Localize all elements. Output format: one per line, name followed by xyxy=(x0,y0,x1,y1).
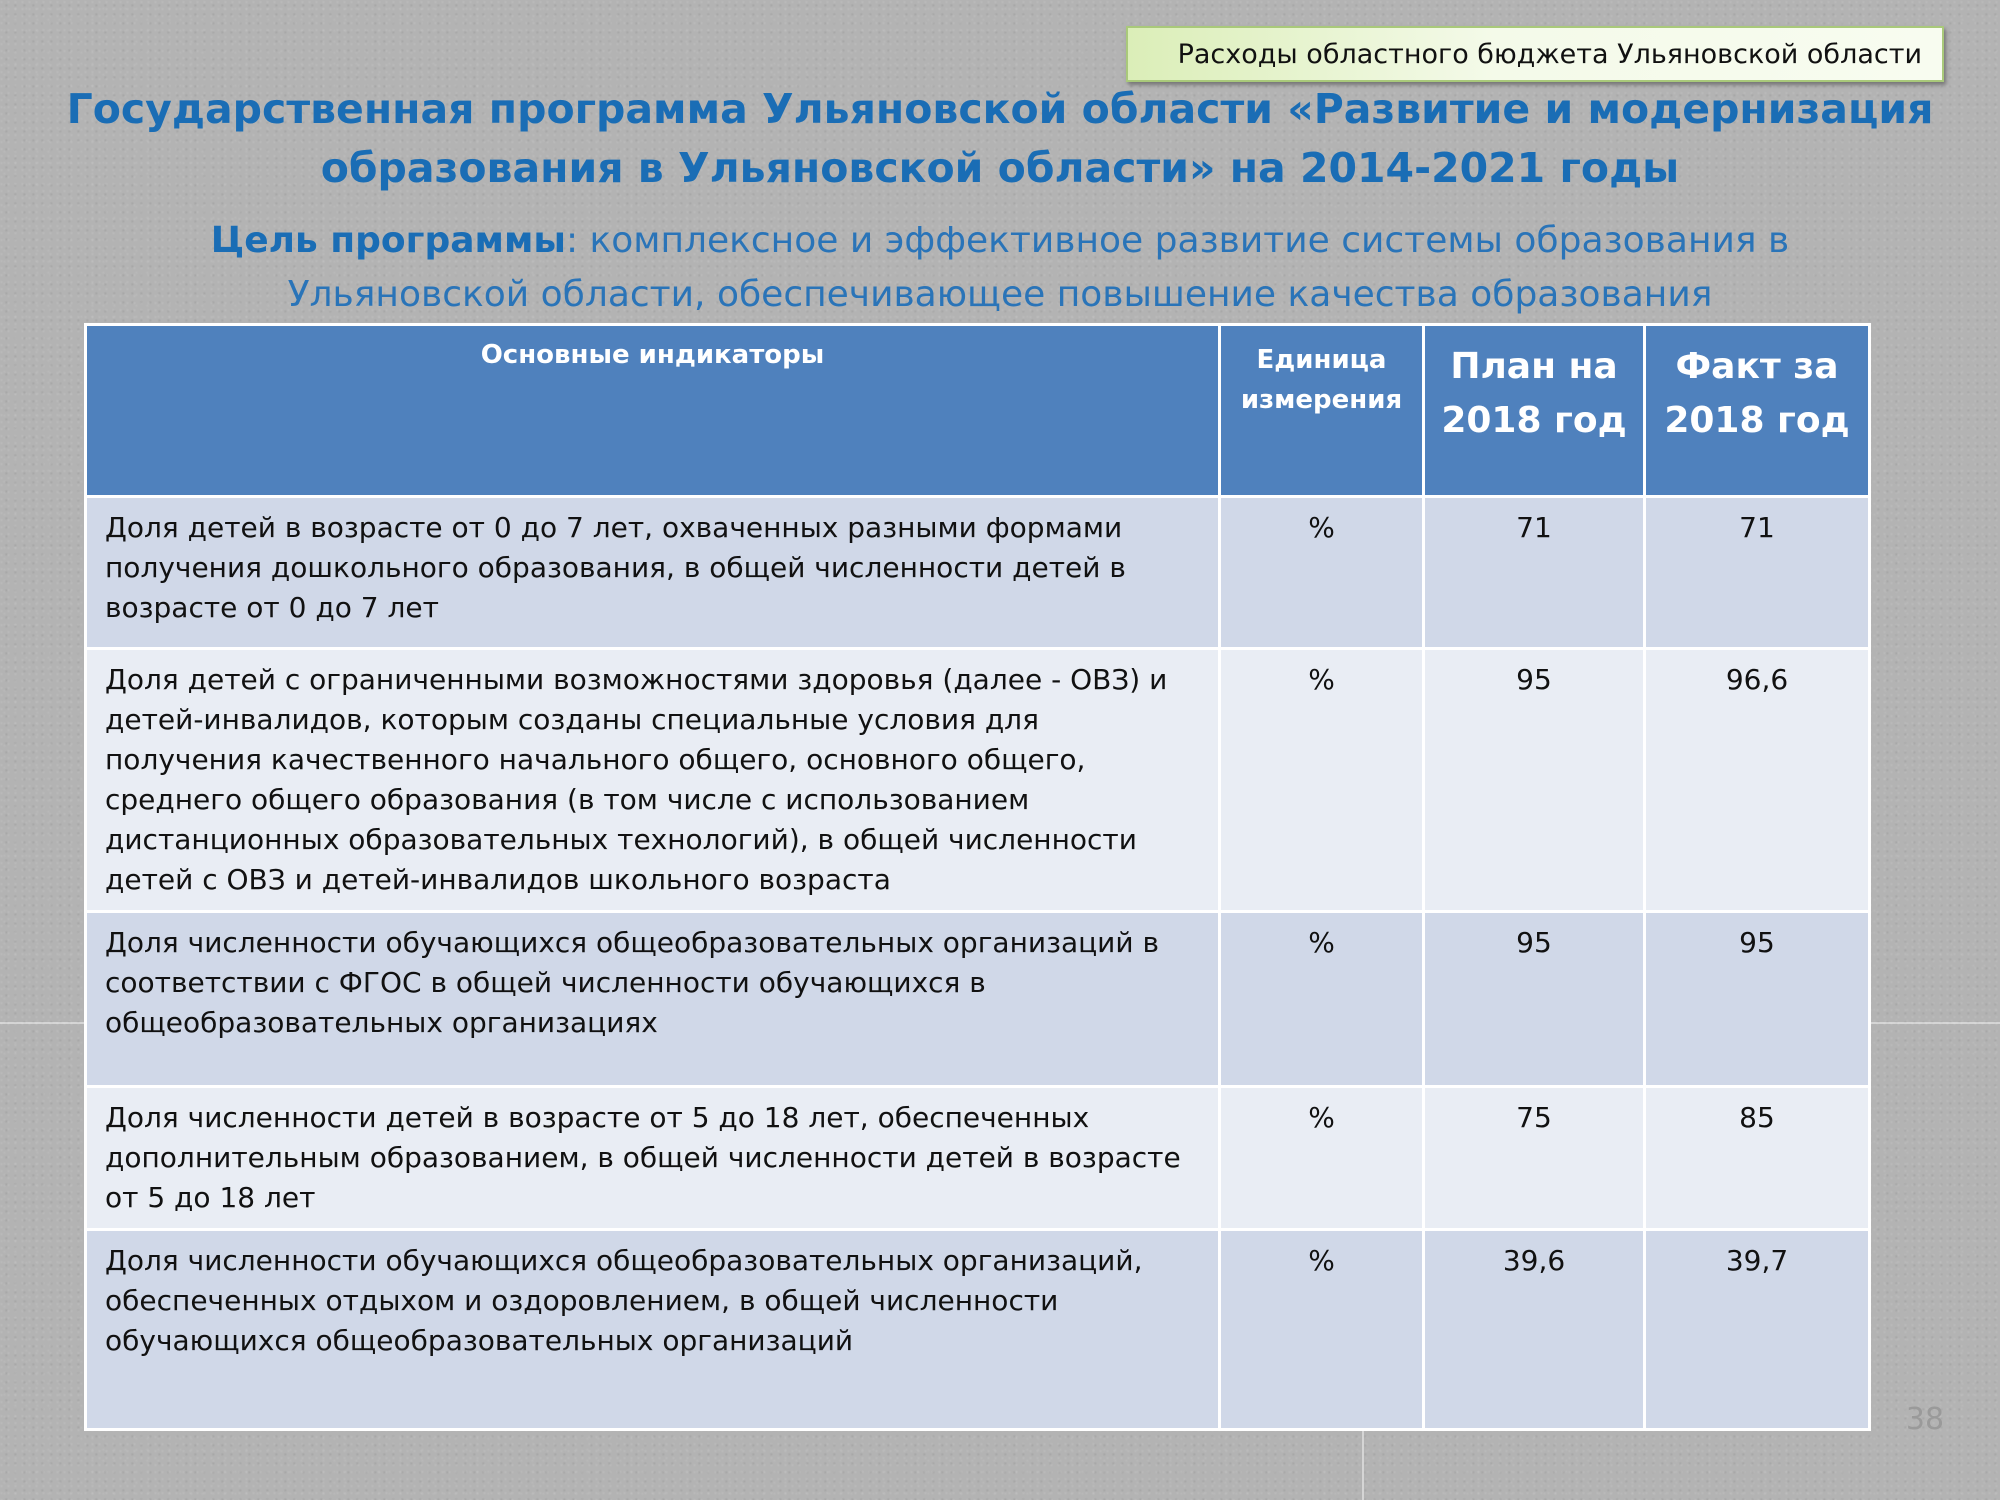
header-plan xyxy=(1424,325,1645,497)
header-fact xyxy=(1645,325,1870,497)
indicators-table xyxy=(84,323,1871,1431)
program-goal-line-1 xyxy=(60,214,1940,268)
header-unit xyxy=(1220,325,1424,497)
budget-badge-label: Расходы областного бюджета Ульяновской области xyxy=(1177,38,1922,70)
goal-label: Цель программы xyxy=(210,220,566,261)
table-row xyxy=(86,1230,1870,1430)
header-fact-line-1: Факт за xyxy=(1675,346,1839,387)
table-row xyxy=(86,1087,1870,1230)
fact-cell: 39,7 xyxy=(1645,1230,1870,1430)
page-title-line-2: образования в Ульяновской области» на 2014-2021 годы xyxy=(320,144,1680,192)
indicator-cell: Доля численности обучающихся общеобразовательных организаций в соответствии с ФГОС в общей численности обучающихся в общеобразовательных организациях xyxy=(86,912,1220,1087)
indicator-cell: Доля детей с ограниченными возможностями здоровья (далее - ОВЗ) и детей-инвалидов, которым созданы специальные условия для получения качественного начального общего, основного общего, среднего общего образования (в том числе с использованием дистанционных образовательных технологий), в общей численности детей с ОВЗ и детей-инвалидов школьного возраста xyxy=(86,649,1220,912)
fact-cell: 95 xyxy=(1645,912,1870,1087)
fact-cell: 71 xyxy=(1645,497,1870,649)
header-indicator: Основные индикаторы xyxy=(86,325,1220,497)
table-header-row xyxy=(86,325,1870,497)
indicator-cell: Доля численности детей в возрасте от 5 до 18 лет, обеспеченных дополнительным образованием, в общей численности детей в возрасте от 5 до 18 лет xyxy=(86,1087,1220,1230)
indicator-cell: Доля численности обучающихся общеобразовательных организаций, обеспеченных отдыхом и оздоровлением, в общей численности обучающихся общеобразовательных организаций xyxy=(86,1230,1220,1430)
program-goal-line-2: Ульяновской области, обеспечивающее повышение качества образования xyxy=(287,274,1713,315)
unit-cell: % xyxy=(1220,649,1424,912)
unit-cell: % xyxy=(1220,497,1424,649)
table-row xyxy=(86,497,1870,649)
table-row xyxy=(86,912,1870,1087)
header-unit-line-2: измерения xyxy=(1240,385,1403,415)
indicator-cell: Доля детей в возрасте от 0 до 7 лет, охваченных разными формами получения дошкольного образования, в общей численности детей в возрасте от 0 до 7 лет xyxy=(86,497,1220,649)
unit-cell: % xyxy=(1220,1230,1424,1430)
goal-text: : комплексное и эффективное развитие системы образования в xyxy=(565,220,1790,261)
header-fact-line-2: 2018 год xyxy=(1664,400,1850,441)
unit-cell: % xyxy=(1220,1087,1424,1230)
table-row xyxy=(86,649,1870,912)
budget-badge xyxy=(1126,26,1944,82)
header-unit-line-1: Единица xyxy=(1256,345,1387,375)
plan-cell: 75 xyxy=(1424,1087,1645,1230)
unit-cell: % xyxy=(1220,912,1424,1087)
fact-cell: 85 xyxy=(1645,1087,1870,1230)
page-title-line-1: Государственная программа Ульяновской области «Развитие и модернизация xyxy=(66,85,1934,133)
plan-cell: 95 xyxy=(1424,649,1645,912)
plan-cell: 39,6 xyxy=(1424,1230,1645,1430)
plan-cell: 71 xyxy=(1424,497,1645,649)
page-title xyxy=(60,80,1940,198)
program-goal xyxy=(60,214,1940,322)
header-plan-line-2: 2018 год xyxy=(1441,400,1627,441)
header-plan-line-1: План на xyxy=(1450,346,1618,387)
fact-cell: 96,6 xyxy=(1645,649,1870,912)
page-number: 38 xyxy=(1905,1402,1945,1437)
plan-cell: 95 xyxy=(1424,912,1645,1087)
